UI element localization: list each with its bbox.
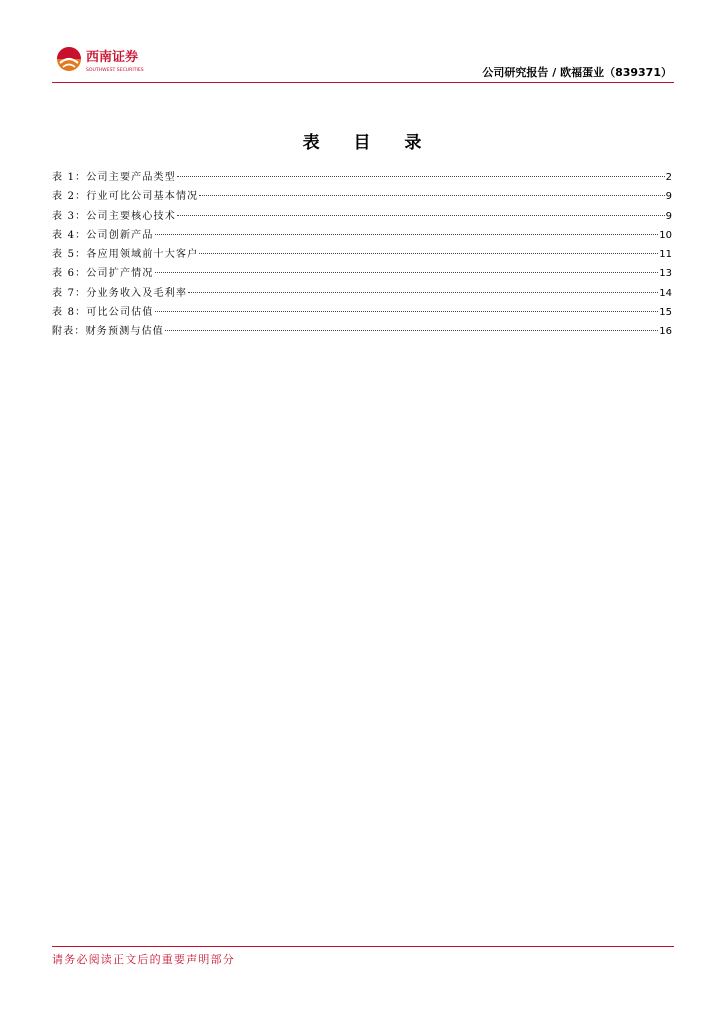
toc-label: 附表：财务预测与估值 [52,326,164,338]
toc-label: 表 5：各应用领域前十大客户 [52,249,199,261]
toc-label: 表 8：可比公司估值 [52,307,154,319]
toc-row[interactable] [52,190,672,209]
logo-text: 西南证券 [86,50,139,65]
toc-label: 表 7：分业务收入及毛利率 [52,287,188,299]
toc-label: 表 1：公司主要产品类型 [52,172,176,183]
toc-leader-dots [177,215,665,216]
toc-row[interactable] [52,171,672,190]
footer-disclaimer: 请务必阅读正文后的重要声明部分 [52,953,235,966]
toc-page-number: 16 [659,326,672,338]
report-title: 公司研究报告 / 欧福蛋业（839371） [482,66,672,79]
toc-leader-dots [188,292,658,293]
toc-row[interactable] [52,306,672,325]
toc-leader-dots [155,272,659,273]
toc-label: 表 6：公司扩产情况 [52,268,154,280]
toc-row[interactable] [52,267,672,286]
toc-row[interactable] [52,287,672,306]
toc-leader-dots [199,195,664,196]
footer-divider [52,946,674,947]
toc-label: 表 4：公司创新产品 [52,229,154,241]
toc-label: 表 3：公司主要核心技术 [52,210,176,222]
toc-page-number: 14 [659,287,672,299]
company-logo [54,44,174,74]
toc-row[interactable] [52,325,672,344]
toc-row[interactable] [52,248,672,267]
toc-leader-dots [177,176,665,177]
toc-page-number: 11 [659,249,672,261]
toc-leader-dots [155,234,659,235]
page-heading: 表 目 录 [302,133,436,153]
toc-page-number: 9 [665,191,672,203]
logo-subtext: SOUTHWEST SECURITIES [86,68,144,73]
toc-row[interactable] [52,210,672,229]
toc-row[interactable] [52,229,672,248]
toc-leader-dots [199,253,658,254]
toc-page-number: 13 [659,268,672,280]
toc-page-number: 9 [665,210,672,222]
toc-leader-dots [165,330,658,331]
toc-page-number: 2 [665,172,672,183]
page-header [52,42,674,83]
toc-page-number: 10 [659,229,672,241]
toc-leader-dots [155,311,659,312]
table-of-tables [52,171,672,345]
toc-page-number: 15 [659,307,672,319]
toc-label: 表 2：行业可比公司基本情况 [52,191,199,203]
